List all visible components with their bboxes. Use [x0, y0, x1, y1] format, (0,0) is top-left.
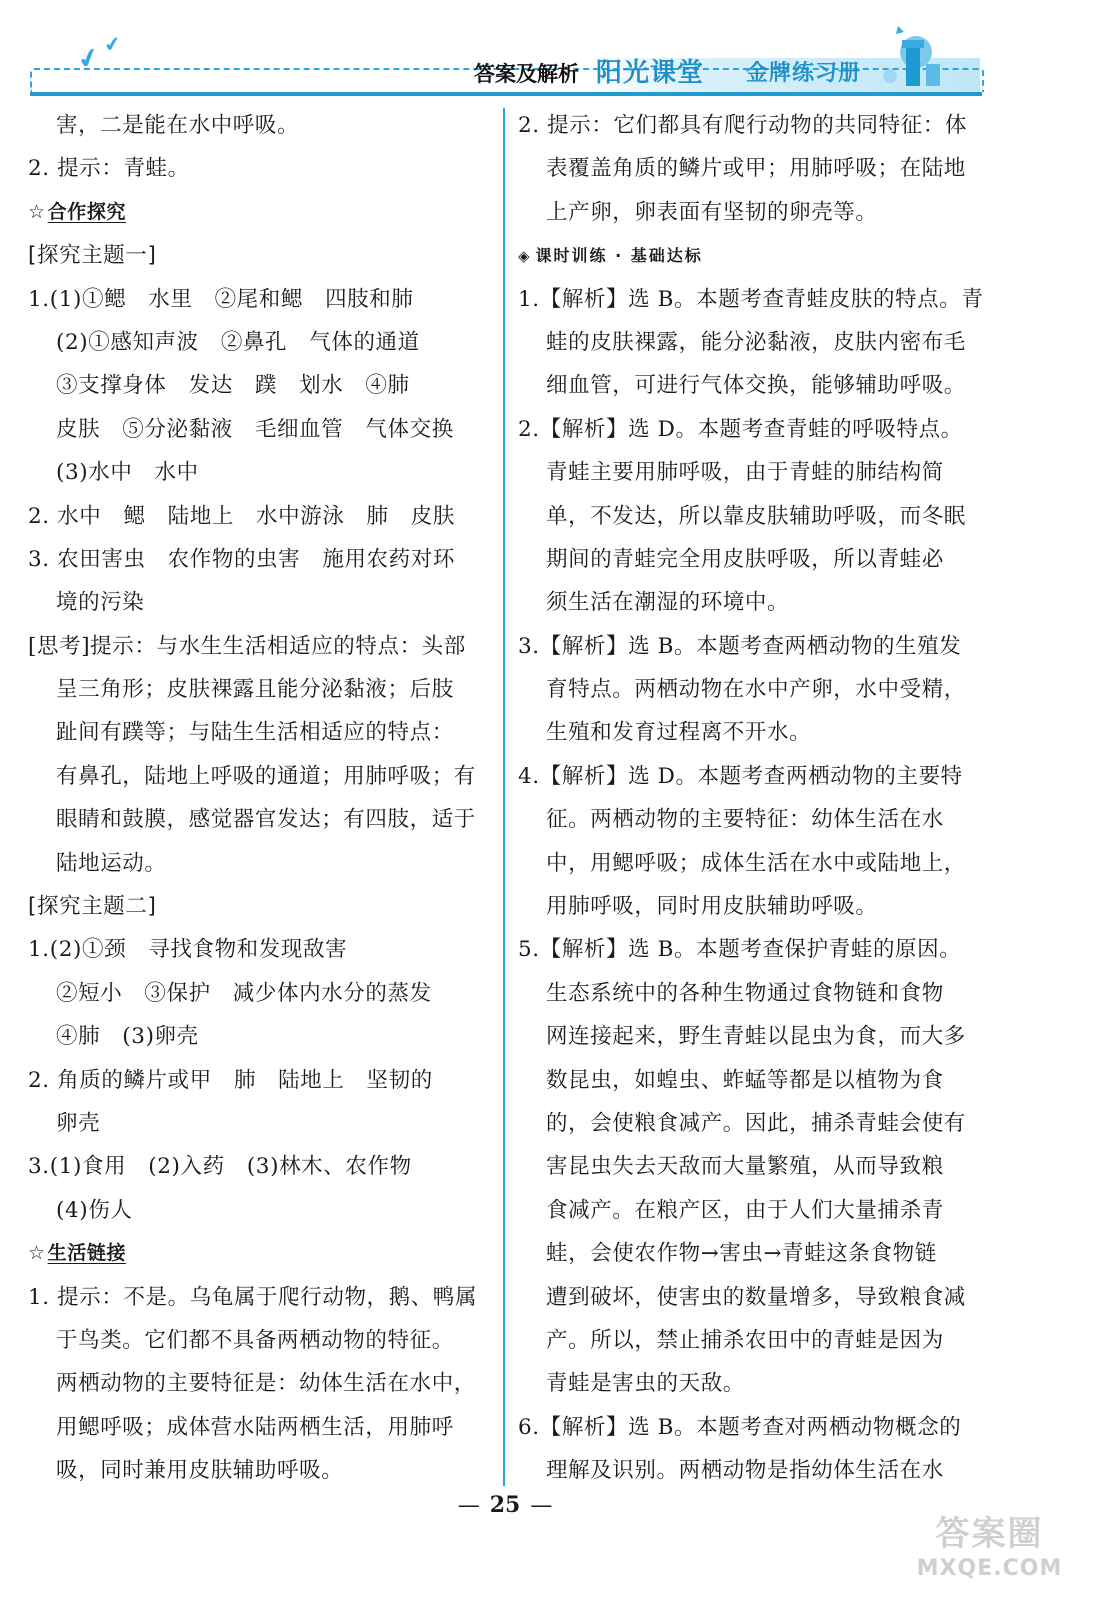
- text-line: 6.【解析】选 B。本题考查对两栖动物概念的: [518, 1414, 962, 1440]
- section-heading-cooperation: [28, 191, 496, 234]
- text-line: 2. 提示：它们都具有爬行动物的共同特征：体: [518, 113, 968, 138]
- page-header: [0, 0, 1094, 100]
- text-line: 蛙的皮肤裸露，能分泌黏液，皮肤内密布毛: [546, 329, 966, 355]
- site-watermark: [902, 1512, 1077, 1592]
- text-line: 3.【解析】选 B。本题考查两栖动物的生殖发: [518, 633, 962, 659]
- text-line: 2. 提示：青蛙。: [28, 156, 190, 182]
- brand-title: 阳光课堂: [596, 58, 705, 88]
- text-line: 单，不发达，所以靠皮肤辅助呼吸，而冬眠: [546, 503, 966, 529]
- right-column: [518, 104, 986, 1493]
- text-line: 1.(1)①鳃 水里 ②尾和鳃 四肢和肺: [28, 286, 414, 312]
- text-line: 1.(2)①颈 寻找食物和发现敌害: [28, 937, 348, 963]
- text-line: 产。所以，禁止捕杀农田中的青蛙是因为: [546, 1327, 944, 1353]
- section-heading-life-link: [28, 1232, 496, 1275]
- text-line: 用鳃呼吸；成体营水陆两栖生活，用肺呼: [56, 1414, 454, 1440]
- lighthouse-icon: [878, 18, 948, 90]
- answer-label: 答案及解析: [474, 62, 579, 86]
- text-line: 于鸟类。它们都不具备两栖动物的特征。: [56, 1327, 454, 1353]
- text-line: 生殖和发育过程离不开水。: [546, 720, 812, 746]
- text-line: 3.(1)食用 (2)入药 (3)林木、农作物: [28, 1154, 412, 1180]
- text-line: 2.【解析】选 D。本题考查青蛙的呼吸特点。: [518, 416, 963, 442]
- text-line: 4.【解析】选 D。本题考查两栖动物的主要特: [518, 763, 963, 789]
- text-line: 境的污染: [56, 590, 145, 616]
- text-line: 1.【解析】选 B。本题考查青蛙皮肤的特点。青: [518, 286, 984, 312]
- text-line: 有鼻孔，陆地上呼吸的通道；用肺呼吸；有: [56, 763, 476, 789]
- star-icon: ☆: [28, 200, 46, 223]
- section-heading-training: [518, 234, 986, 277]
- text-line: (4)伤人: [56, 1197, 133, 1223]
- bird-icon: ✔: [102, 30, 123, 58]
- text-line: 青蛙是害虫的天敌。: [546, 1371, 745, 1397]
- section-label: 课时训练 · 基础达标: [535, 246, 703, 266]
- text-line: 理解及识别。两栖动物是指幼体生活在水: [546, 1458, 944, 1484]
- text-line: 数昆虫，如蝗虫、蚱蜢等都是以植物为食: [546, 1067, 944, 1093]
- text-line: 的，会使粮食减产。因此，捕杀青蛙会使有: [546, 1110, 966, 1136]
- page-number-value: 25: [489, 1492, 521, 1518]
- text-line: ③支撑身体 发达 蹼 划水 ④肺: [56, 373, 410, 399]
- section-label: 生活链接: [47, 1242, 127, 1265]
- text-line: 征。两栖动物的主要特征：幼体生活在水: [546, 807, 944, 833]
- text-line: 青蛙主要用肺呼吸，由于青蛙的肺结构简: [546, 460, 944, 486]
- text-line: ④肺 (3)卵壳: [56, 1024, 199, 1050]
- text-line: 网连接起来，野生青蛙以昆虫为食，而大多: [546, 1024, 966, 1050]
- text-line: 上产卵，卵表面有坚韧的卵壳等。: [546, 199, 878, 225]
- text-line: 趾间有蹼等；与陆生生活相适应的特点：: [56, 720, 454, 746]
- text-line: 育特点。两栖动物在水中产卵，水中受精，: [546, 677, 966, 703]
- dash: —: [530, 1493, 553, 1518]
- text-line: 吸，同时兼用皮肤辅助呼吸。: [56, 1458, 344, 1484]
- text-line: (3)水中 水中: [56, 460, 199, 486]
- watermark-logo: 答案圈: [935, 1514, 1044, 1554]
- text-line: 5.【解析】选 B。本题考查保护青蛙的原因。: [518, 937, 962, 963]
- text-line: 眼睛和鼓膜，感觉器官发达；有四肢，适于: [56, 807, 476, 833]
- text-line: 遭到破坏，使害虫的数量增多，导致粮食减: [546, 1284, 966, 1310]
- text-line: 卵壳: [56, 1110, 101, 1136]
- text-line: 1. 提示：不是。乌龟属于爬行动物，鹅、鸭属: [28, 1284, 478, 1310]
- text-line: ②短小 ③保护 减少体内水分的蒸发: [56, 980, 432, 1006]
- text-line: 期间的青蛙完全用皮肤呼吸，所以青蛙必: [546, 546, 944, 572]
- text-line: 用肺呼吸，同时用皮肤辅助呼吸。: [546, 894, 878, 920]
- bird-icon: ✔: [73, 41, 104, 77]
- text-line: 细血管，可进行气体交换，能够辅助呼吸。: [546, 373, 966, 399]
- text-line: 食减产。在粮产区，由于人们大量捕杀青: [546, 1197, 944, 1223]
- text-line: [思考]提示：与水生生活相适应的特点：头部: [28, 633, 466, 659]
- text-line: 皮肤 ⑤分泌黏液 毛细血管 气体交换: [56, 416, 454, 442]
- header-rule: [30, 92, 982, 96]
- text-line: (2)①感知声波 ②鼻孔 气体的通道: [56, 329, 420, 355]
- text-line: 3. 农田害虫 农作物的虫害 施用农药对环: [28, 546, 455, 572]
- left-column: [28, 104, 496, 1493]
- text-line: 表覆盖角质的鳞片或甲；用肺呼吸；在陆地: [546, 156, 966, 182]
- text-line: 2. 角质的鳞片或甲 肺 陆地上 坚韧的: [28, 1067, 433, 1093]
- dash: —: [457, 1493, 480, 1518]
- text-line: 中，用鳃呼吸；成体生活在水中或陆地上，: [546, 850, 966, 876]
- star-icon: ☆: [28, 1242, 46, 1265]
- page-number: [0, 1492, 1010, 1518]
- text-line: 生态系统中的各种生物通过食物链和食物: [546, 980, 944, 1006]
- text-line: 害昆虫失去天敌而大量繁殖，从而导致粮: [546, 1154, 944, 1180]
- text-line: 两栖动物的主要特征是：幼体生活在水中，: [56, 1371, 476, 1397]
- text-line: 害，二是能在水中呼吸。: [56, 113, 300, 138]
- section-label: 合作探究: [47, 200, 127, 223]
- text-line: 须生活在潮湿的环境中。: [546, 590, 790, 616]
- watermark-url: MXQE.COM: [916, 1556, 1063, 1581]
- text-line: 蛙，会使农作物→害虫→青蛙这条食物链: [546, 1241, 937, 1267]
- text-line: 2. 水中 鳃 陆地上 水中游泳 肺 皮肤: [28, 503, 455, 529]
- series-title: 金牌练习册: [746, 61, 862, 86]
- diamond-icon: ◈: [518, 247, 532, 266]
- topic-heading: [探究主题一]: [28, 243, 157, 269]
- text-line: 呈三角形；皮肤裸露且能分泌黏液；后肢: [56, 677, 454, 703]
- topic-heading: [探究主题二]: [28, 894, 157, 920]
- text-line: 陆地运动。: [56, 850, 167, 876]
- column-divider: [503, 108, 505, 1486]
